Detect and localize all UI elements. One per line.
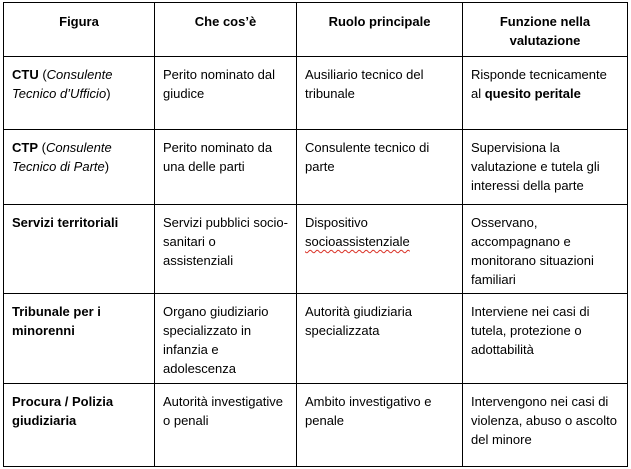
figura-fullname: Consulente Tecnico d’Ufficio — [12, 67, 113, 101]
cell-figura — [4, 130, 155, 205]
table-row — [4, 205, 628, 294]
table-row — [4, 57, 628, 130]
funzione-bold: quesito peritale — [484, 86, 581, 101]
figura-paren-open: ( — [38, 67, 47, 82]
cell-che-cos-e: Autorità investigative o penali — [155, 384, 297, 467]
figura-title: Tribunale per i minorenni — [12, 304, 101, 338]
header-che-cos-e: Che cos’è — [155, 3, 297, 57]
cell-figura — [4, 294, 155, 384]
spellcheck-word: socioassistenziale — [305, 234, 410, 249]
cell-funzione: Osservano, accompagnano e monitorano situazioni familiari — [463, 205, 628, 294]
cell-ruolo — [297, 205, 463, 294]
cell-ruolo: Consulente tecnico di parte — [297, 130, 463, 205]
header-figura: Figura — [4, 3, 155, 57]
header-funzione: Funzione nella valutazione — [463, 3, 628, 57]
figura-title: Procura / Polizia giudiziaria — [12, 394, 114, 428]
table-row — [4, 384, 628, 467]
header-ruolo-principale: Ruolo principale — [297, 3, 463, 57]
cell-ruolo: Ausiliario tecnico del tribunale — [297, 57, 463, 130]
table-row — [4, 294, 628, 384]
cell-che-cos-e: Perito nominato da una delle parti — [155, 130, 297, 205]
figura-fullname: Consulente Tecnico di Parte — [12, 140, 112, 174]
figura-title: Servizi territoriali — [12, 215, 119, 230]
cell-figura — [4, 205, 155, 294]
table-row — [4, 130, 628, 205]
figura-acronym: CTP — [12, 140, 38, 155]
cell-ruolo: Ambito investigativo e penale — [297, 384, 463, 467]
figura-acronym: CTU — [12, 67, 39, 82]
figura-paren-open: ( — [38, 140, 46, 155]
ruolo-text: Dispositivo — [305, 215, 368, 230]
cell-ruolo: Autorità giudiziaria specializzata — [297, 294, 463, 384]
cell-funzione: Intervengono nei casi di violenza, abuso o ascolto del minore — [463, 384, 628, 467]
funzione-text: Risponde tecnicamente al — [471, 67, 607, 101]
cell-che-cos-e: Organo giudiziario specializzato in infanzia e adolescenza — [155, 294, 297, 384]
cell-figura — [4, 57, 155, 130]
roles-table — [3, 2, 628, 467]
cell-funzione — [463, 57, 628, 130]
cell-funzione: Supervisiona la valutazione e tutela gli interessi della parte — [463, 130, 628, 205]
figura-paren-close: ) — [104, 159, 110, 174]
header-row — [4, 3, 628, 57]
cell-che-cos-e: Perito nominato dal giudice — [155, 57, 297, 130]
cell-che-cos-e: Servizi pubblici socio-sanitari o assistenziali — [155, 205, 297, 294]
figura-paren-close: ) — [106, 86, 111, 101]
cell-figura — [4, 384, 155, 467]
cell-funzione: Interviene nei casi di tutela, protezione o adottabilità — [463, 294, 628, 384]
